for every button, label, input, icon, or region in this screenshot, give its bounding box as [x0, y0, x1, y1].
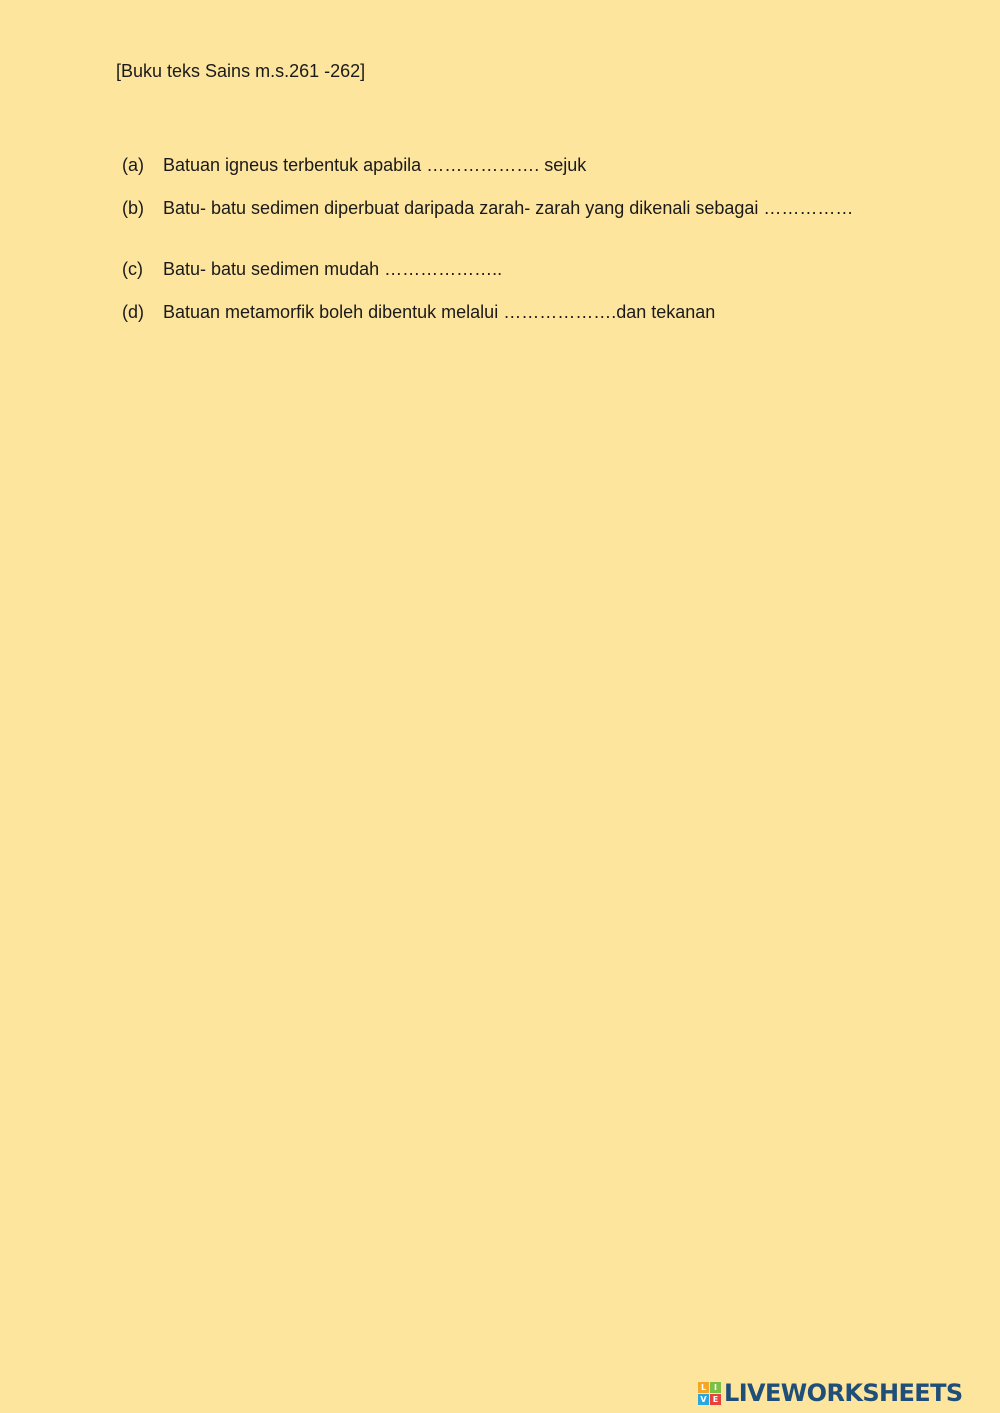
logo-mark-cell: L — [698, 1382, 709, 1393]
question-label: (c) — [122, 259, 143, 279]
logo-mark-cell: E — [710, 1394, 721, 1405]
logo-text: LIVEWORKSHEETS — [724, 1379, 963, 1407]
question-label: (a) — [122, 155, 144, 175]
question-label: (b) — [122, 198, 144, 218]
question-text: Batuan igneus terbentuk apabila ………………. sejuk — [163, 155, 587, 175]
question-label: (d) — [122, 302, 144, 322]
logo-mark-icon — [698, 1382, 721, 1405]
question-b — [122, 197, 853, 219]
question-c — [122, 258, 502, 280]
question-text: Batu- batu sedimen diperbuat daripada zarah- zarah yang dikenali sebagai …………… — [163, 198, 854, 218]
textbook-reference: [Buku teks Sains m.s.261 -262] — [116, 61, 366, 81]
question-text: Batu- batu sedimen mudah ……………….. — [163, 259, 503, 279]
question-a — [122, 154, 586, 176]
liveworksheets-logo — [698, 1378, 963, 1408]
logo-mark-cell: V — [698, 1394, 709, 1405]
question-text: Batuan metamorfik boleh dibentuk melalui ……………….dan tekanan — [163, 302, 716, 322]
logo-mark-cell: I — [710, 1382, 721, 1393]
question-d — [122, 301, 715, 323]
